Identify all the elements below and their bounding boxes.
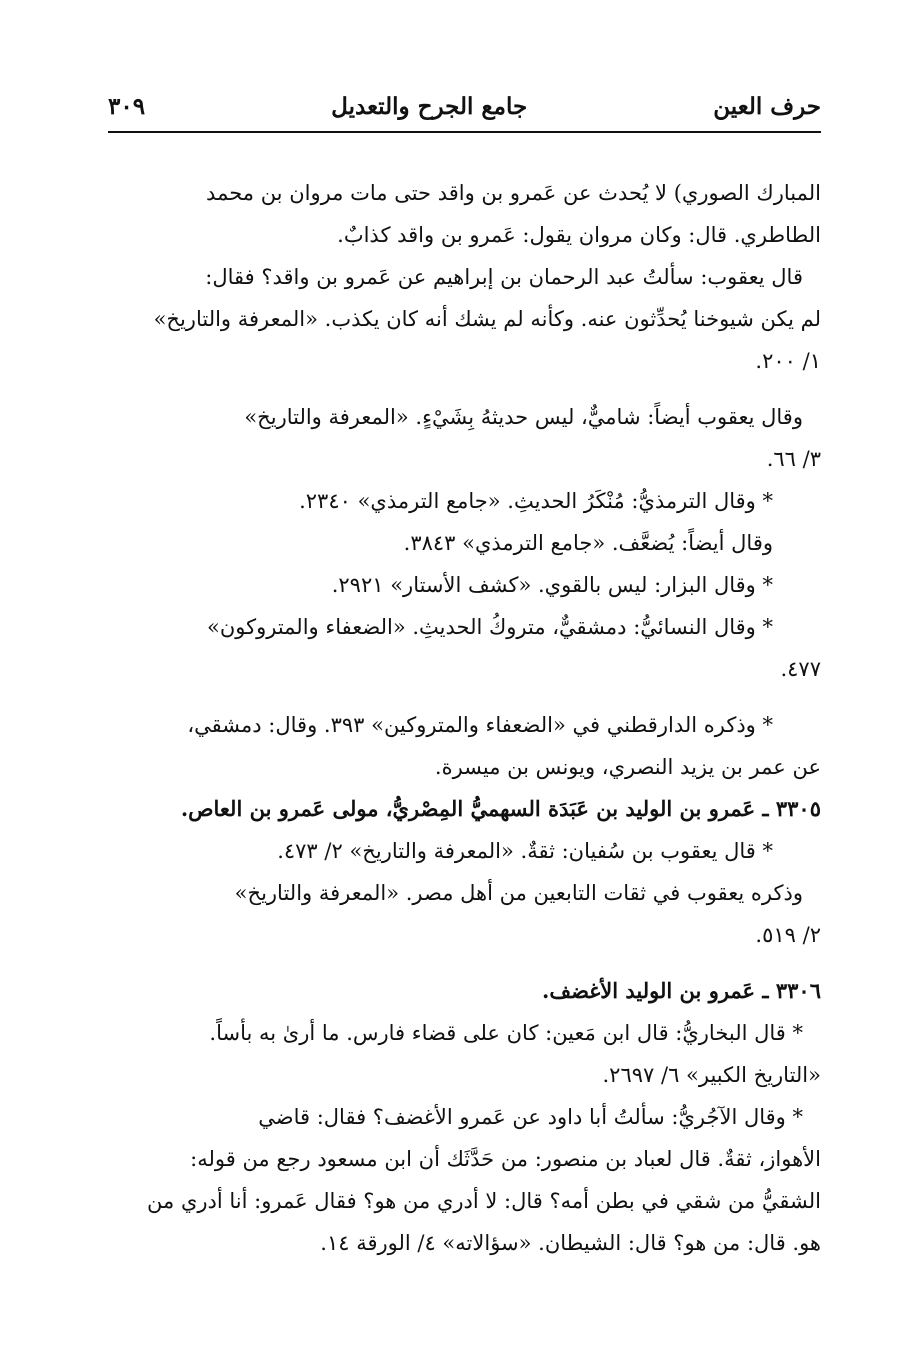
body-line: ٣/ ٦٦.: [766, 447, 821, 471]
body-line: * وقال النسائيُّ: دمشقيٌّ، متروكُ الحديثِ. «الضعفاء والمتروكون»: [206, 615, 773, 639]
body-line: الطاطري. قال: وكان مروان يقول: عَمرو بن واقد كذابٌ.: [337, 223, 821, 247]
body-line: * وقال الآجُريُّ: سألتُ أبا داود عن عَمرو الأغضف؟ فقال: قاضي: [258, 1105, 803, 1129]
entry-heading: ٣٣٠٥ ـ عَمرو بن الوليد بن عَبَدَة السهميُّ المِصْريُّ، مولى عَمرو بن العاص.: [180, 796, 821, 821]
spacer: [112, 690, 821, 704]
header-section-title: حرف العين: [713, 92, 821, 120]
body-line: * وقال الترمذيُّ: مُنْكَرُ الحديثِ. «جامع الترمذي» ٢٣٤٠.: [299, 489, 773, 513]
spacer: [112, 956, 821, 970]
body-line: * وقال البزار: ليس بالقوي. «كشف الأستار» ٢٩٢١.: [331, 573, 773, 597]
body-line: هو. قال: من هو؟ قال: الشيطان. «سؤالاته» ٤/ الورقة ١٤.: [320, 1231, 821, 1255]
body-line: ٤٧٧.: [780, 657, 821, 681]
body-line: وقال يعقوب أيضاً: شاميٌّ، ليس حديثهُ بِشَيْءٍ. «المعرفة والتاريخ»: [244, 405, 803, 429]
spacer: [112, 382, 821, 396]
body-line: قال يعقوب: سألتُ عبد الرحمان بن إبراهيم عن عَمرو بن واقد؟ فقال:: [205, 265, 803, 289]
header-rule: [108, 131, 821, 133]
body-line: * قال يعقوب بن سُفيان: ثقةٌ. «المعرفة والتاريخ» ٢/ ٤٧٣.: [277, 839, 773, 863]
body-line: وذكره يعقوب في ثقات التابعين من أهل مصر. «المعرفة والتاريخ»: [234, 881, 803, 905]
body-line: * قال البخاريُّ: قال ابن مَعين: كان على قضاء فارس. ما أرىٰ به بأساً.: [209, 1021, 803, 1045]
body-line: الشقيُّ من شقي في بطن أمه؟ قال: لا أدري من هو؟ فقال عَمرو: أنا أدري من: [147, 1189, 821, 1213]
header-book-title: جامع الجرح والتعديل: [331, 92, 528, 120]
body-line: الأهواز، ثقةٌ. قال لعباد بن منصور: من حَدَّثَك أن ابن مسعود رجع من قوله:: [190, 1147, 821, 1171]
body-line: «التاريخ الكبير» ٦/ ٢٦٩٧.: [602, 1063, 821, 1087]
body-line: ٢/ ٥١٩.: [755, 923, 821, 947]
page-number: ٣٠٩: [108, 92, 146, 120]
page-body: [112, 172, 821, 1264]
body-line: لم يكن شيوخنا يُحدِّثون عنه. وكأنه لم يشك أنه كان يكذب. «المعرفة والتاريخ»: [153, 307, 821, 331]
body-line: * وذكره الدارقطني في «الضعفاء والمتروكين» ٣٩٣. وقال: دمشقي،: [187, 713, 773, 737]
running-header: [108, 86, 821, 126]
body-line: ١/ ٢٠٠.: [755, 349, 821, 373]
body-line: وقال أيضاً: يُضعَّف. «جامع الترمذي» ٣٨٤٣.: [403, 531, 773, 555]
body-line: عن عمر بن يزيد النصري، ويونس بن ميسرة.: [434, 755, 821, 779]
body-line: المبارك الصوري) لا يُحدث عن عَمرو بن واقد حتى مات مروان بن محمد: [206, 181, 821, 205]
entry-heading: ٣٣٠٦ ـ عَمرو بن الوليد الأغضف.: [542, 978, 821, 1003]
